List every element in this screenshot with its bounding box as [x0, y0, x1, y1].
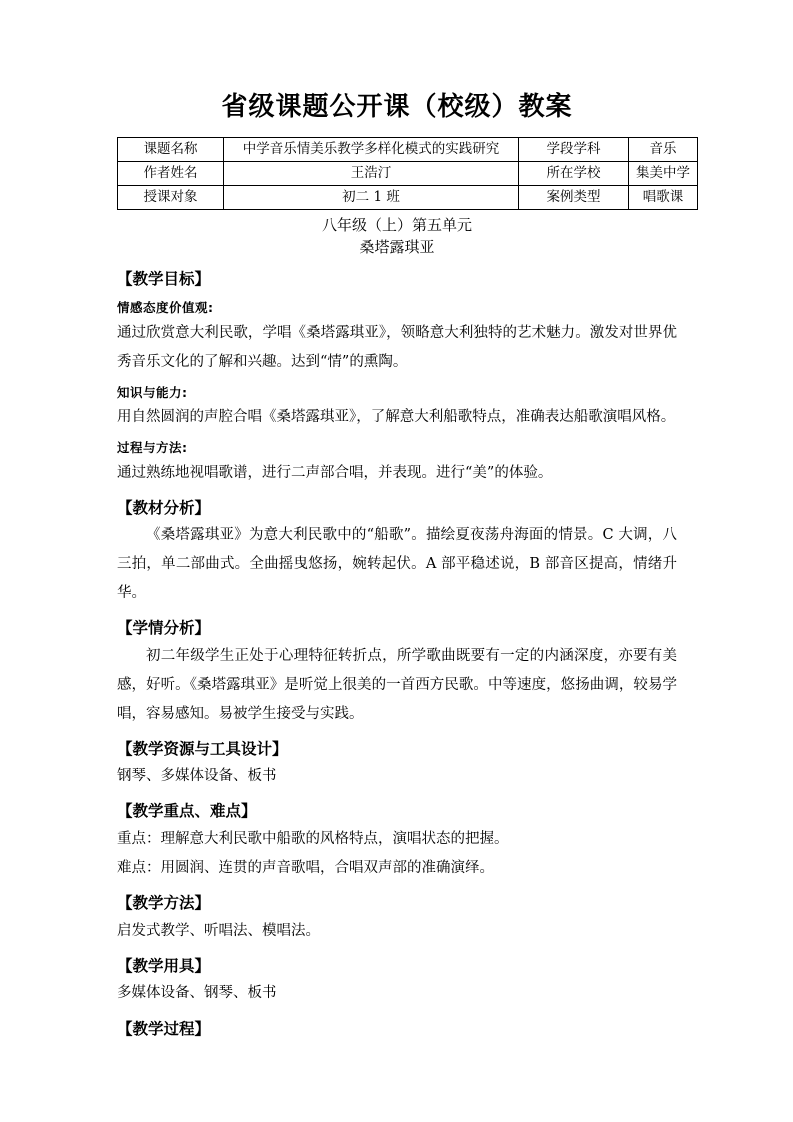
paragraph-key-point: 重点：理解意大利民歌中船歌的风格特点，演唱状态的把握。: [117, 830, 509, 847]
song-title-line: 桑塔露琪亚: [359, 237, 435, 256]
table-cell-case-type-label: 案例类型: [519, 186, 629, 210]
paragraph-teaching-tools: 多媒体设备、钢琴、板书: [117, 985, 277, 1002]
table-cell-audience-label: 授课对象: [118, 186, 224, 210]
paragraph-emotion-attitude-values: 通过欣赏意大利民歌，学唱《桑塔露琪亚》，领略意大利独特的艺术魅力。激发对世界优秀音乐文化的了解和兴趣。达到“情”的熏陶。: [117, 324, 677, 370]
paragraph-resources-tools: 钢琴、多媒体设备、板书: [117, 767, 277, 784]
table-cell-school-label: 所在学校: [519, 162, 629, 186]
section-heading-material-analysis: 【教材分析】: [117, 498, 211, 518]
table-row: [118, 186, 698, 210]
lesson-info-table: [117, 137, 698, 210]
paragraph-process-method: 通过熟练地视唱歌谱，进行二声部合唱，并表现。进行“美”的体验。: [117, 465, 553, 482]
lesson-info-table-body: [118, 138, 698, 210]
section-heading-key-and-difficult-points: 【教学重点、难点】: [117, 801, 257, 821]
paragraph-student-analysis: 初二年级学生正处于心理特征转折点，所学歌曲既要有一定的内涵深度，亦要有美感，好听。《桑塔露琪亚》是听觉上很美的一首西方民歌。中等速度，悠扬曲调，较易学唱，容易感知。易被学生接受与实践。: [117, 647, 677, 722]
section-heading-teaching-methods: 【教学方法】: [117, 893, 211, 913]
table-row: [118, 138, 698, 162]
document-content: [117, 0, 690, 1042]
paragraph-teaching-methods: 启发式教学、听唱法、模唱法。: [117, 922, 320, 939]
page-title: 省级课题公开课（校级）教案: [221, 92, 573, 122]
table-cell-school-value: 集美中学: [629, 162, 698, 186]
grade-unit-line: 八年级（上）第五单元: [321, 216, 472, 235]
paragraph-material-analysis: 《桑塔露琪亚》为意大利民歌中的“船歌”。描绘夏夜荡舟海面的情景。C 大调，八三拍，单二部曲式。全曲摇曳悠扬，婉转起伏。A 部平稳述说，B 部音区提高，情绪升华。: [117, 527, 677, 602]
table-cell-author-label: 作者姓名: [118, 162, 224, 186]
section-heading-student-analysis: 【学情分析】: [117, 618, 211, 638]
table-row: [118, 162, 698, 186]
paragraph-knowledge-ability: 用自然圆润的声腔合唱《桑塔露琪亚》，了解意大利船歌特点，准确表达船歌演唱风格。: [117, 409, 676, 426]
table-cell-segment-label: 学段学科: [519, 138, 629, 162]
table-cell-topic-value: 中学音乐情美乐教学多样化模式的实践研究: [224, 138, 519, 162]
table-cell-audience-value: 初二 1 班: [224, 186, 519, 210]
subheading-process-method: 过程与方法:: [117, 440, 188, 456]
table-cell-topic-label: 课题名称: [118, 138, 224, 162]
section-heading-teaching-tools: 【教学用具】: [117, 955, 211, 975]
table-cell-case-type-value: 唱歌课: [629, 186, 698, 210]
table-cell-subject-value: 音乐: [629, 138, 698, 162]
table-cell-author-value: 王浩汀: [224, 162, 519, 186]
section-heading-teaching-process: 【教学过程】: [117, 1018, 211, 1038]
section-heading-objectives: 【教学目标】: [117, 268, 211, 288]
paragraph-difficult-point: 难点：用圆润、连贯的声音歌唱，合唱双声部的准确演绎。: [117, 859, 494, 876]
subheading-emotion-attitude-values: 情感态度价值观:: [117, 299, 214, 315]
subheading-knowledge-ability: 知识与能力:: [117, 384, 188, 400]
section-heading-resources-tools: 【教学资源与工具设计】: [117, 738, 288, 758]
